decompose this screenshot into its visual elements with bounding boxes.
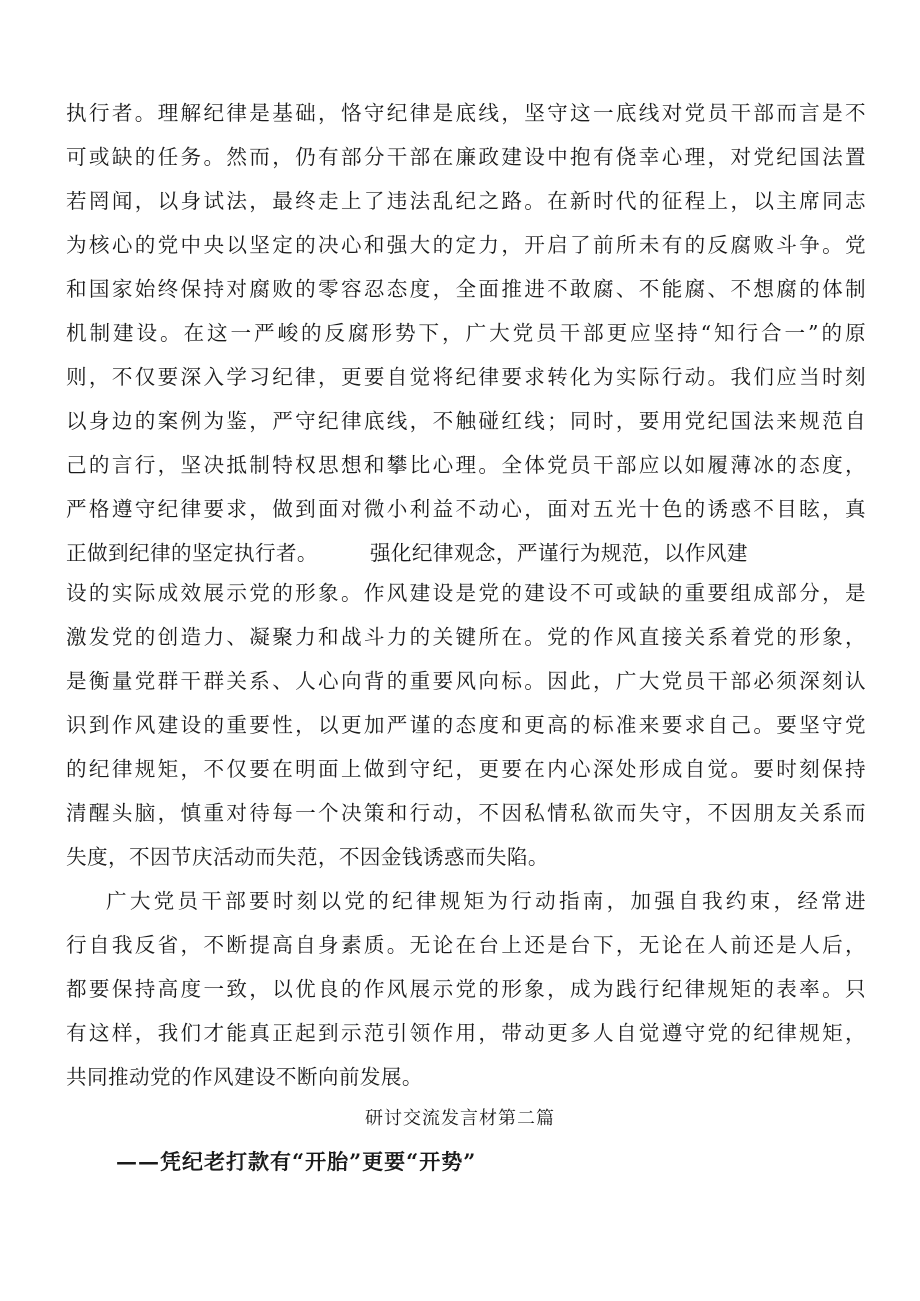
paragraph-1-line-11	[66, 536, 866, 570]
paragraph-2-line-7: 失度，不因节庆活动而失范，不因金钱诱惑而失陷。	[66, 845, 549, 869]
paragraph-3-line-3: 都要保持高度一致，以优良的作风展示党的形象，成为践行纪律规矩的表率。只	[66, 977, 866, 1001]
paragraph-1-line-1: 执行者。理解纪律是基础，恪守纪律是底线，坚守这一底线对党员干部而言是不	[66, 101, 866, 125]
paragraph-2-line-1: 设的实际成效展示党的形象。作风建设是党的建设不可或缺的重要组成部分，是	[66, 581, 866, 605]
paragraph-1-line-2: 可或缺的任务。然而，仍有部分干部在廉政建设中抱有侥幸心理，对党纪国法置	[66, 145, 866, 169]
paragraph-2-line-6: 清醒头脑，慎重对待每一个决策和行动，不因私情私欲而失守，不因朋友关系而	[66, 801, 866, 825]
paragraph-1-line-3: 若罔闻，以身试法，最终走上了违法乱纪之路。在新时代的征程上，以主席同志	[66, 189, 866, 213]
paragraph-3-line-4: 有这样，我们才能真正起到示范引领作用，带动更多人自觉遵守党的纪律规矩，	[66, 1021, 866, 1045]
paragraph-2-line-2: 激发党的创造力、凝聚力和战斗力的关键所在。党的作风直接关系着党的形象，	[66, 625, 866, 649]
paragraph-3-line-2: 行自我反省，不断提高自身素质。无论在台上还是台下，无论在人前还是人后，	[66, 933, 866, 957]
paragraph-1-line-8: 以身边的案例为鉴，严守纪律底线，不触碰红线；同时，要用党纪国法来规范自	[66, 409, 866, 433]
paragraph-2-line-4: 识到作风建设的重要性，以更加严谨的态度和更高的标准来要求自己。要坚守党	[66, 713, 866, 737]
paragraph-2-line-3: 是衡量党群干群关系、人心向背的重要风向标。因此，广大党员干部必须深刻认	[66, 669, 866, 693]
paragraph-3-line-5: 共同推动党的作风建设不断向前发展。	[66, 1065, 423, 1089]
paragraph-2-line-start: 强化纪律观念，严谨行为规范，以作风建	[369, 541, 748, 565]
paragraph-2-line-5: 的纪律规矩，不仅要在明面上做到守纪，更要在内心深处形成自觉。要时刻保持	[66, 757, 866, 781]
paragraph-1-line-6: 机制建设。在这一严峻的反腐形势下，广大党员干部更应坚持“知行合一”的原	[66, 321, 866, 345]
paragraph-1-line-5: 和国家始终保持对腐败的零容忍态度，全面推进不敢腐、不能腐、不想腐的体制	[66, 277, 866, 301]
section-heading: 研讨交流发言材第二篇	[365, 1108, 555, 1129]
section-subheading: ——凭纪老打款有“开胎”更要“开势”	[116, 1149, 477, 1174]
paragraph-1-line-7: 则，不仅要深入学习纪律，更要自觉将纪律要求转化为实际行动。我们应当时刻	[66, 365, 866, 389]
paragraph-1-line-11-end: 正做到纪律的坚定执行者。	[66, 541, 318, 565]
paragraph-3-line-1: 广大党员干部要时刻以党的纪律规矩为行动指南，加强自我约束，经常进	[106, 889, 866, 913]
paragraph-1-line-4: 为核心的党中央以坚定的决心和强大的定力，开启了前所未有的反腐败斗争。党	[66, 233, 866, 257]
paragraph-1-line-9: 己的言行，坚决抵制特权思想和攀比心理。全体党员干部应以如履薄冰的态度，	[66, 453, 866, 477]
paragraph-1-line-10: 严格遵守纪律要求，做到面对微小利益不动心，面对五光十色的诱惑不目眩，真	[66, 497, 866, 521]
